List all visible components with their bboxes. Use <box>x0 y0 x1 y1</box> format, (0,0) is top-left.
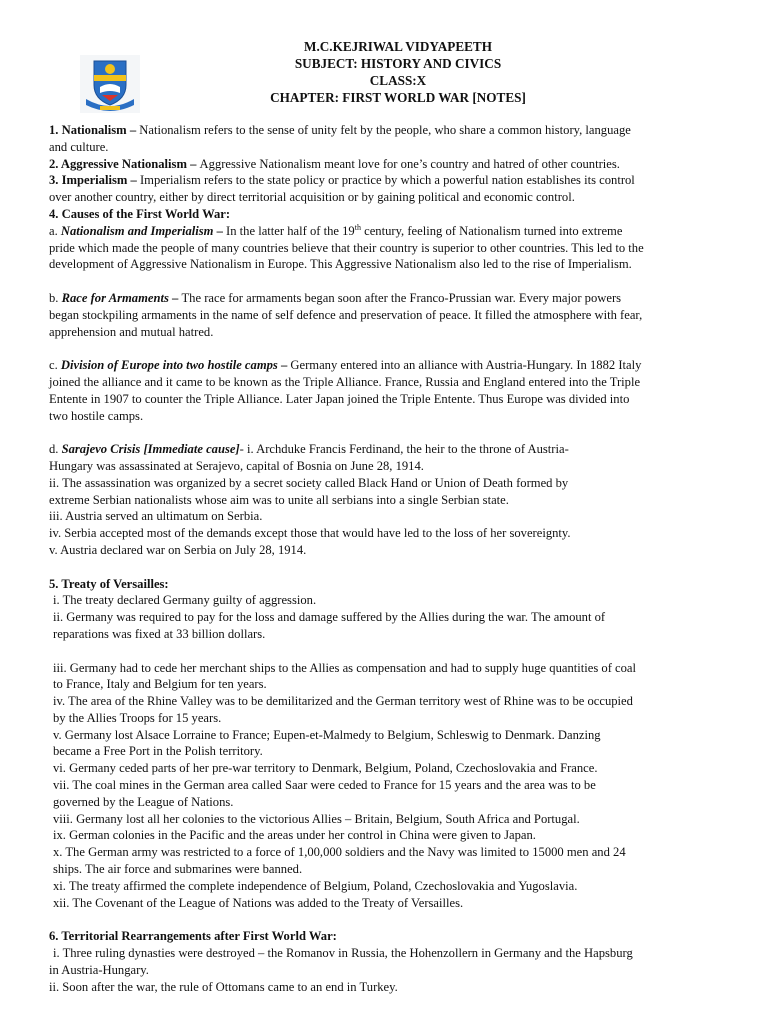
dash: – <box>127 173 140 188</box>
list-item-cont: to France, Italy and Belgium for ten years. <box>53 677 267 692</box>
cause-title: Sarajevo Crisis [Immediate cause] <box>61 442 240 457</box>
item-label: c. <box>49 358 61 373</box>
cause-text-line: pride which made the people of many countries believe that their country is superior to other countries. This led to the <box>49 240 644 255</box>
dash: – <box>213 223 227 238</box>
list-item-cont: became a Free Port in the Polish territory. <box>53 744 263 759</box>
definition-text: Imperialism refers to the state policy or practice by which a powerful nation establishes its control <box>139 173 635 188</box>
list-item-cont: by the Allies Troops for 15 years. <box>53 710 222 725</box>
section-heading-versailles <box>49 576 721 593</box>
dash: – <box>126 123 140 137</box>
list-item: xi. The treaty affirmed the complete independence of Belgium, Poland, Czechoslovakia and Yugoslavia. <box>53 878 578 893</box>
dash: – <box>277 358 291 373</box>
cause-title: Nationalism and Imperialism <box>60 223 214 238</box>
item-label: a. <box>49 223 61 238</box>
cause-c <box>49 357 721 374</box>
cause-text: Germany entered into an alliance with Austria-Hungary. In 1882 Italy <box>290 358 642 373</box>
cause-text-line: v. Austria declared war on Serbia on July 28, 1914. <box>49 542 307 557</box>
list-item-cont: ships. The air force and submarines were banned. <box>53 862 303 877</box>
cause-b <box>49 290 721 307</box>
list-item: v. Germany lost Alsace Lorraine to France; Eupen-et-Malmedy to Belgium, Schleswig to Denmark. Danzing <box>53 727 601 742</box>
definition-text-cont: and culture. <box>49 139 109 154</box>
list-item: ii. Soon after the war, the rule of Ottomans came to an end in Turkey. <box>49 979 398 994</box>
definition-text: Aggressive Nationalism meant love for one’s country and hatred of other countries. <box>199 156 620 171</box>
cause-text-line: apprehension and mutual hatred. <box>49 324 214 339</box>
cause-text-line: two hostile camps. <box>49 408 144 423</box>
notes-body <box>49 122 721 995</box>
definition-text: Nationalism refers to the sense of unity felt by the people, who share a common history, language <box>139 123 631 137</box>
cause-text: The race for armaments began soon after the Franco-Prussian war. Every major powers <box>181 290 622 305</box>
definition-aggressive-nationalism <box>49 156 721 173</box>
dash: – <box>168 290 182 305</box>
cause-text-line: iii. Austria served an ultimatum on Serbia. <box>49 509 263 524</box>
definition-nationalism <box>49 122 721 139</box>
cause-title: Division of Europe into two hostile camps <box>60 358 278 373</box>
list-item: iv. The area of the Rhine Valley was to be demilitarized and the German territory west of Rhine was to be occupied <box>53 694 633 709</box>
cause-text-line: extreme Serbian nationalists whose aim was to unite all serbians into a single Serbian state. <box>49 492 509 507</box>
list-item-cont: in Austria-Hungary. <box>49 962 149 977</box>
cause-title: Race for Armaments <box>61 290 169 305</box>
item-label: d. <box>49 442 62 457</box>
section-heading-rearrangements <box>49 928 721 945</box>
subject-line: SUBJECT: HISTORY AND CIVICS <box>294 56 502 71</box>
class-line: CLASS:X <box>369 73 427 88</box>
item-label: b. <box>49 290 62 305</box>
chapter-line: CHAPTER: FIRST WORLD WAR [NOTES] <box>270 90 526 105</box>
list-item: i. Three ruling dynasties were destroyed – the Romanov in Russia, the Hohenzollern in Germany and the Hapsburg <box>53 946 633 961</box>
cause-text-line: Hungary was assassinated at Serajevo, capital of Bosnia on June 28, 1914. <box>49 458 424 473</box>
list-item: x. The German army was restricted to a force of 1,00,000 soldiers and the Navy was limited to 15000 men and 24 <box>53 845 626 860</box>
heading-text: 5. Treaty of Versailles: <box>49 576 169 591</box>
list-item: ii. Germany was required to pay for the loss and damage suffered by the Allies during the war. The amount of <box>53 610 606 625</box>
definition-imperialism <box>49 172 721 189</box>
list-item: iii. Germany had to cede her merchant ships to the Allies as compensation and had to supply huge quantities of coal <box>53 660 637 675</box>
section-heading-causes <box>49 206 721 223</box>
cause-text-line: development of Aggressive Nationalism in Europe. This Aggressive Nationalism also led to the rise of Imperialism. <box>49 257 632 272</box>
list-item: i. The treaty declared Germany guilty of aggression. <box>53 593 317 608</box>
cause-text: In the latter half of the 19 <box>226 223 355 238</box>
list-item: vii. The coal mines in the German area called Saar were ceded to France for 15 years and the area was to be <box>53 778 596 793</box>
list-item-cont: governed by the League of Nations. <box>53 794 234 809</box>
cause-text-line: iv. Serbia accepted most of the demands except those that would have led to the loss of her sovereignty. <box>49 526 571 541</box>
cause-text-line: began stockpiling armaments in the name of self defence and preservation of peace. It filled the atmosphere with fear, <box>49 307 643 322</box>
term-label: 1. Nationalism <box>49 123 127 137</box>
document-header <box>0 38 768 106</box>
school-name: M.C.KEJRIWAL VIDYAPEETH <box>304 39 492 54</box>
cause-text-line: ii. The assassination was organized by a secret society called Black Hand or Union of Death formed by <box>49 475 569 490</box>
cause-d <box>49 441 721 458</box>
term-label: 2. Aggressive Nationalism <box>49 156 187 171</box>
cause-text: century, feeling of Nationalism turned into extreme <box>360 223 623 238</box>
term-label: 3. Imperialism <box>49 173 128 188</box>
superscript: th <box>354 222 361 232</box>
heading-text: 4. Causes of the First World War: <box>49 206 231 221</box>
cause-a <box>49 223 721 240</box>
list-item: ix. German colonies in the Pacific and the areas under her control in China were given to Japan. <box>53 828 536 843</box>
list-item: xii. The Covenant of the League of Nations was added to the Treaty of Versailles. <box>53 895 464 910</box>
cause-text-line: Entente in 1907 to counter the Triple Alliance. Later Japan joined the Triple Entente. Thus Europe was divided into <box>49 391 630 406</box>
cause-text: - i. Archduke Francis Ferdinand, the heir to the throne of Austria- <box>239 442 569 457</box>
dash: – <box>186 156 200 171</box>
list-item-cont: reparations was fixed at 33 billion dollars. <box>53 626 266 641</box>
list-item: vi. Germany ceded parts of her pre-war territory to Denmark, Belgium, Poland, Czechoslovakia and France. <box>53 761 598 776</box>
heading-text: 6. Territorial Rearrangements after First World War: <box>49 929 337 944</box>
cause-text-line: joined the alliance and it came to be known as the Triple Alliance. France, Russia and England entered into the Triple <box>49 374 641 389</box>
definition-text-cont: over another country, either by direct territorial acquisition or by gaining political and economic control. <box>49 190 575 205</box>
list-item: viii. Germany lost all her colonies to the victorious Allies – Britain, Belgium, South Africa and Portugal. <box>53 811 580 826</box>
